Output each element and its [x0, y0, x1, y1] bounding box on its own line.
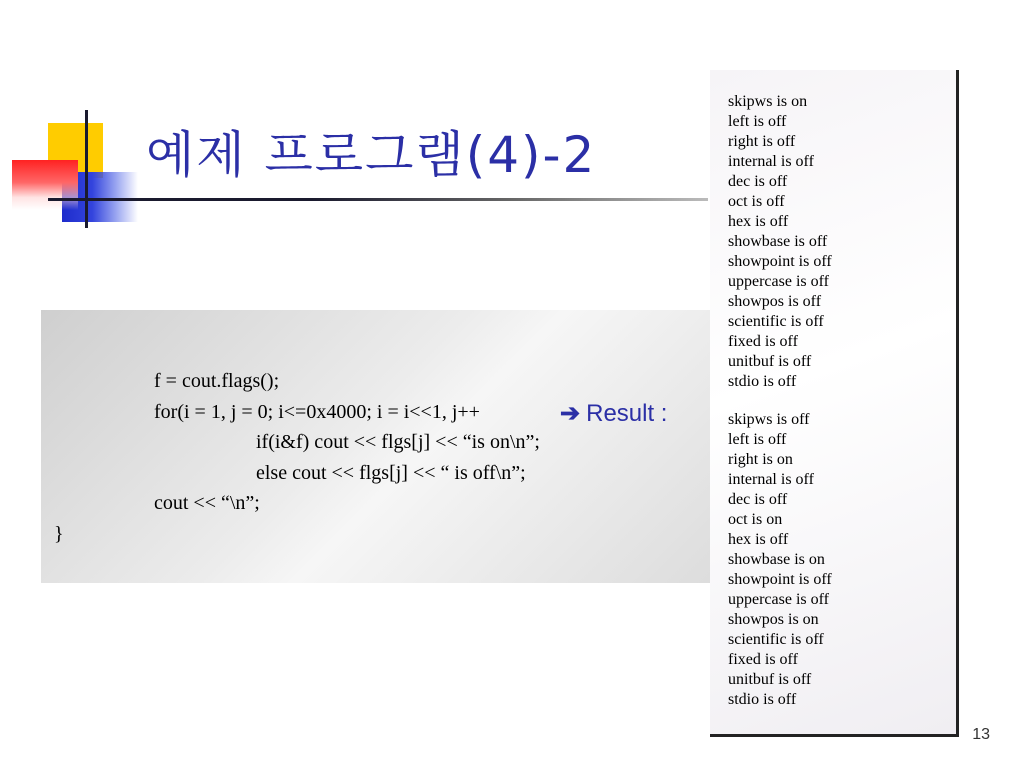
result-line: showpoint is off	[728, 253, 832, 270]
result-line: hex is off	[728, 531, 789, 548]
logo-vertical-line	[85, 110, 88, 228]
result-line: skipws is off	[728, 411, 810, 428]
result-line: showpoint is off	[728, 571, 832, 588]
code-line: }	[54, 523, 64, 545]
result-line: fixed is off	[728, 333, 798, 350]
code-line: else cout << flgs[j] << “ is off\n”;	[256, 462, 526, 484]
result-line: unitbuf is off	[728, 671, 812, 688]
result-line: stdio is off	[728, 691, 797, 708]
result-line: right is on	[728, 451, 793, 468]
result-line: stdio is off	[728, 373, 797, 390]
result-line: left is off	[728, 113, 787, 130]
result-line: unitbuf is off	[728, 353, 812, 370]
result-line: showpos is off	[728, 293, 822, 310]
slide-title: 예제 프로그램(4)-2	[146, 126, 597, 184]
result-line: right is off	[728, 133, 796, 150]
result-line: oct is on	[728, 511, 783, 528]
result-line: internal is off	[728, 471, 814, 488]
code-line: cout << “\n”;	[154, 492, 260, 514]
result-line: showpos is on	[728, 611, 819, 628]
code-line: f = cout.flags();	[154, 370, 280, 392]
result-spacer	[728, 392, 832, 410]
result-label	[560, 399, 667, 428]
result-line: scientific is off	[728, 313, 824, 330]
logo-red-square	[12, 160, 78, 210]
result-line: dec is off	[728, 173, 788, 190]
result-line: oct is off	[728, 193, 785, 210]
code-line: for(i = 1, j = 0; i<=0x4000; i = i<<1, j++	[154, 401, 480, 423]
right-arrow-icon: ➔	[560, 400, 581, 427]
code-block	[41, 310, 721, 583]
result-line: showbase is off	[728, 233, 828, 250]
result-line: internal is off	[728, 153, 814, 170]
result-line: scientific is off	[728, 631, 824, 648]
result-line: uppercase is off	[728, 591, 829, 608]
result-line: dec is off	[728, 491, 788, 508]
result-line: hex is off	[728, 213, 789, 230]
title-underline	[48, 198, 708, 201]
code-line: if(i&f) cout << flgs[j] << “is on\n”;	[256, 431, 540, 453]
result-output-panel	[710, 70, 959, 737]
result-line: skipws is on	[728, 93, 808, 110]
result-line: left is off	[728, 431, 787, 448]
result-list	[728, 92, 832, 710]
result-line: fixed is off	[728, 651, 798, 668]
result-line: showbase is on	[728, 551, 825, 568]
result-label-text: Result :	[586, 400, 668, 427]
page-number: 13	[972, 726, 990, 743]
result-line: uppercase is off	[728, 273, 829, 290]
